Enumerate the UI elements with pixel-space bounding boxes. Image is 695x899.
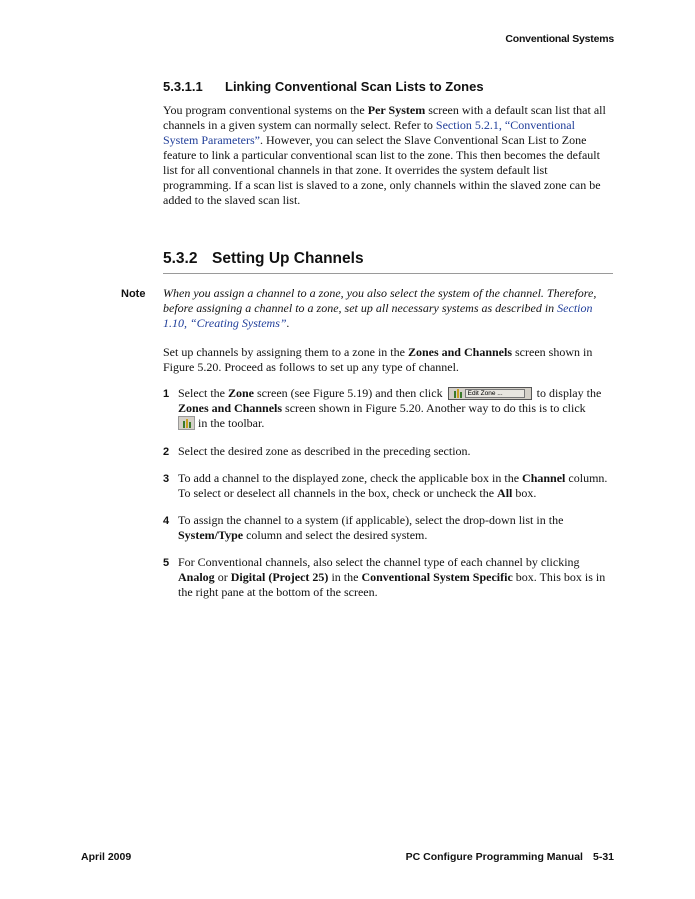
footer-date: April 2009 (81, 851, 132, 863)
subsection-heading (163, 79, 484, 94)
zone-icon (182, 419, 192, 428)
per-system-term: Per System (367, 103, 426, 117)
edit-zone-button-label: Edit Zone ... (465, 389, 525, 398)
step-1-text: Select the Zone screen (see Figure 5.19) and then click Edit Zone ... to display the Zones and Channels screen shown in Figure 5.20. Another way to do this is to click in the toolbar. (178, 386, 602, 430)
note-label: Note (121, 288, 146, 300)
step-number: 1 (163, 388, 170, 400)
step-number: 4 (163, 515, 170, 527)
footer-manual-info (406, 851, 614, 863)
step-number: 3 (163, 473, 170, 485)
subsection-title: Linking Conventional Scan Lists to Zones (225, 79, 484, 94)
section-heading (163, 250, 364, 268)
edit-zone-button[interactable] (448, 387, 532, 400)
step-3-text: To add a channel to the displayed zone, check the applicable box in the Channel column. To select or deselect all channels in the box, check or uncheck the All box. (178, 471, 608, 500)
zone-icon (453, 389, 463, 398)
step-number: 2 (163, 446, 170, 458)
section-number: 5.3.2 (163, 250, 198, 267)
step-2-text: Select the desired zone as described in the preceding section. (178, 444, 471, 458)
scan-list-paragraph: You program conventional systems on the Per System screen with a default scan list that all channels in a given system can normally select. Refer to Section 5.2.1, “Conventional System Parameters”. However, you can select the Slave Conventional Scan List to Zone feature to link a particular conventional scan list to the zone. This then becomes the default list for all conventional channels in that zone. It overrides the system default list programming. If a scan list is slaved to a zone, only channels within the slaved zone can be added to the slaved scan list. (163, 103, 606, 207)
heading-rule (163, 273, 613, 274)
channels-intro-paragraph: Set up channels by assigning them to a zone in the Zones and Channels screen shown in Figure 5.20. Proceed as follows to set up any type of channel. (163, 345, 593, 374)
section-title: Setting Up Channels (212, 250, 364, 267)
zone-toolbar-icon[interactable] (178, 416, 195, 430)
step-5-text: For Conventional channels, also select the channel type of each channel by clicking Analog or Digital (Project 25) in the Conventional System Specific box. This box is in the right pane at the bottom of the screen. (178, 555, 606, 599)
section-5-2-1-link[interactable]: Section 5.2.1, “Conventional System Parameters” (163, 118, 575, 147)
note-text: When you assign a channel to a zone, you also select the system of the channel. Therefore, before assigning a channel to a zone, set up all necessary systems as described in Section 1.10, “Creating Systems”. (163, 286, 597, 330)
step-4-text: To assign the channel to a system (if applicable), select the drop-down list in the System/Type column and select the desired system. (178, 513, 564, 542)
section-1-10-link[interactable]: Section 1.10, “Creating Systems” (163, 301, 593, 330)
running-header: Conventional Systems (505, 33, 614, 45)
step-number: 5 (163, 557, 170, 569)
subsection-number: 5.3.1.1 (163, 79, 203, 94)
page-number: 5-31 (592, 851, 614, 863)
footer-manual-title: PC Configure Programming Manual (405, 851, 583, 863)
